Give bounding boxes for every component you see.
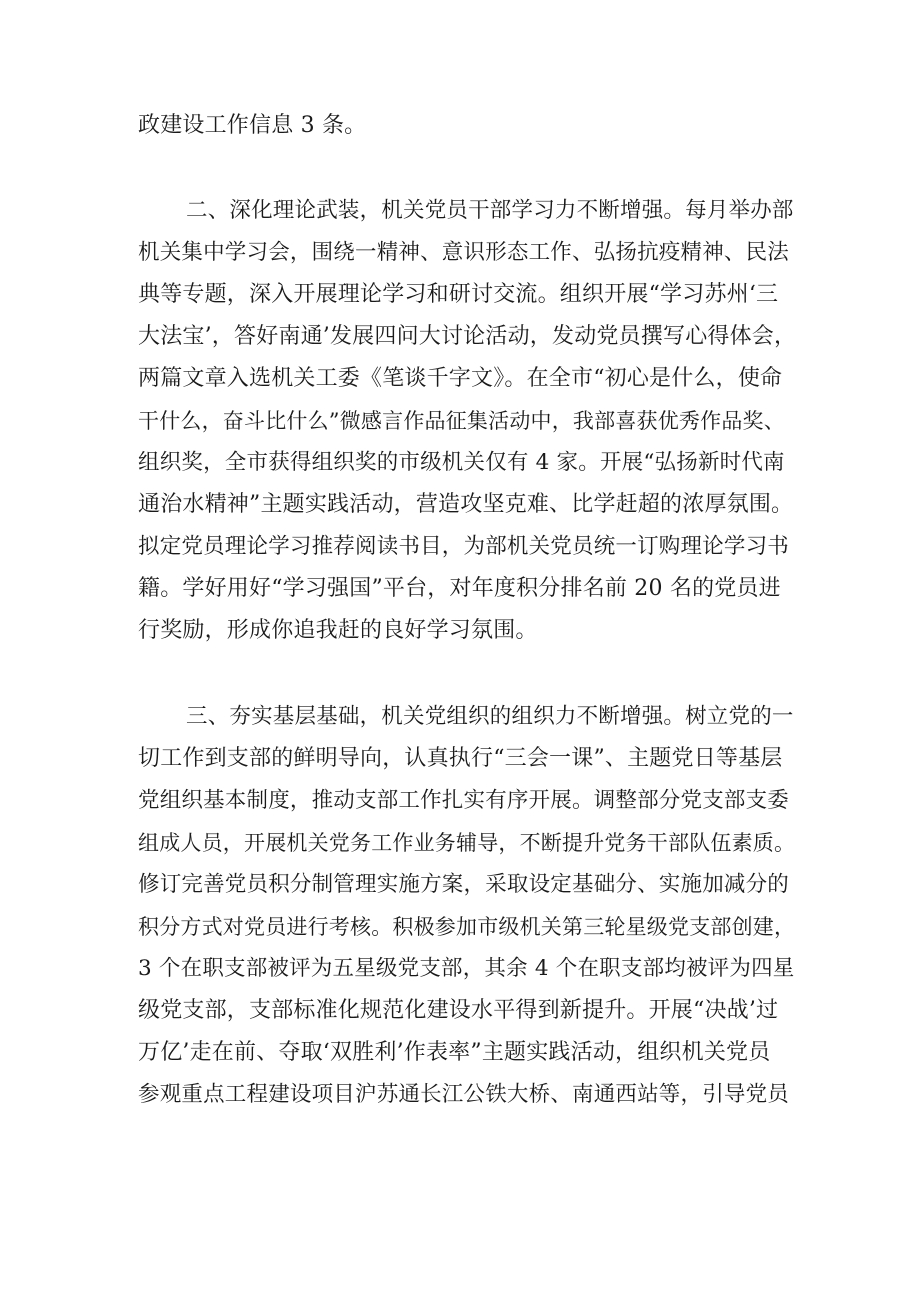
section-2-line: 典等专题，深入开展理论学习和研讨交流。组织开展“学习苏州‘三	[138, 282, 779, 307]
section-3-line: 修订完善党员积分制管理实施方案，采取设定基础分、实施加减分的	[138, 872, 790, 897]
section-3-line: 万亿’走在前、夺取‘双胜利’作表率”主题实践活动，组织机关党员	[138, 1040, 771, 1065]
section-2-line: 组织奖，全市获得组织奖的市级机关仅有 4 家。开展“弘扬新时代南	[138, 450, 785, 475]
section-2-line: 拟定党员理论学习推荐阅读书目，为部机关党员统一订购理论学习书	[138, 534, 790, 559]
section-2-line: 通治水精神”主题实践活动，营造攻坚克难、比学赶超的浓厚氛围。	[138, 492, 794, 517]
section-3-line: 党组织基本制度，推动支部工作扎实有序开展。调整部分党支部支委	[138, 788, 790, 813]
section-2-line: 干什么，奋斗比什么”微感言作品征集活动中，我部喜获优秀作品奖、	[138, 409, 785, 433]
section-3-line: 参观重点工程建设项目沪苏通长江公铁大桥、南通西站等，引导党员	[138, 1082, 790, 1107]
section-3-line: 组成人员，开展机关党务工作业务辅导，不断提升党务干部队伍素质。	[138, 831, 796, 855]
section-3-line: 三、夯实基层基础，机关党组织的组织力不断增强。树立党的一	[186, 704, 794, 729]
section-2-line: 行奖励，形成你追我赶的良好学习氛围。	[138, 618, 538, 643]
section-2-line: 机关集中学习会，围绕一精神、意识形态工作、弘扬抗疫精神、民法	[138, 240, 790, 265]
section-2-line: 二、深化理论武装，机关党员干部学习力不断增强。每月举办部	[186, 198, 794, 223]
section-2-line: 大法宝’，答好南通’发展四问大讨论活动，发动党员撰写心得体会，	[138, 324, 797, 349]
section-2-line: 籍。学好用好“学习强国”平台，对年度积分排名前 20 名的党员进	[138, 576, 781, 601]
section-3-line: 3 个在职支部被评为五星级党支部，其余 4 个在职支部均被评为四星	[138, 956, 795, 981]
section-3-line: 级党支部，支部标准化规范化建设水平得到新提升。开展“决战’过	[138, 998, 779, 1023]
section-3-line: 积分方式对党员进行考核。积极参加市级机关第三轮星级党支部创建，	[138, 915, 796, 939]
section-3-line: 切工作到支部的鲜明导向，认真执行“三会一课”、主题党日等基层	[138, 746, 783, 771]
intro-tail-line: 政建设工作信息 3 条。	[138, 113, 367, 138]
section-2-line: 两篇文章入选机关工委《笔谈千字文》。在全市“初心是什么，使命	[138, 366, 783, 391]
